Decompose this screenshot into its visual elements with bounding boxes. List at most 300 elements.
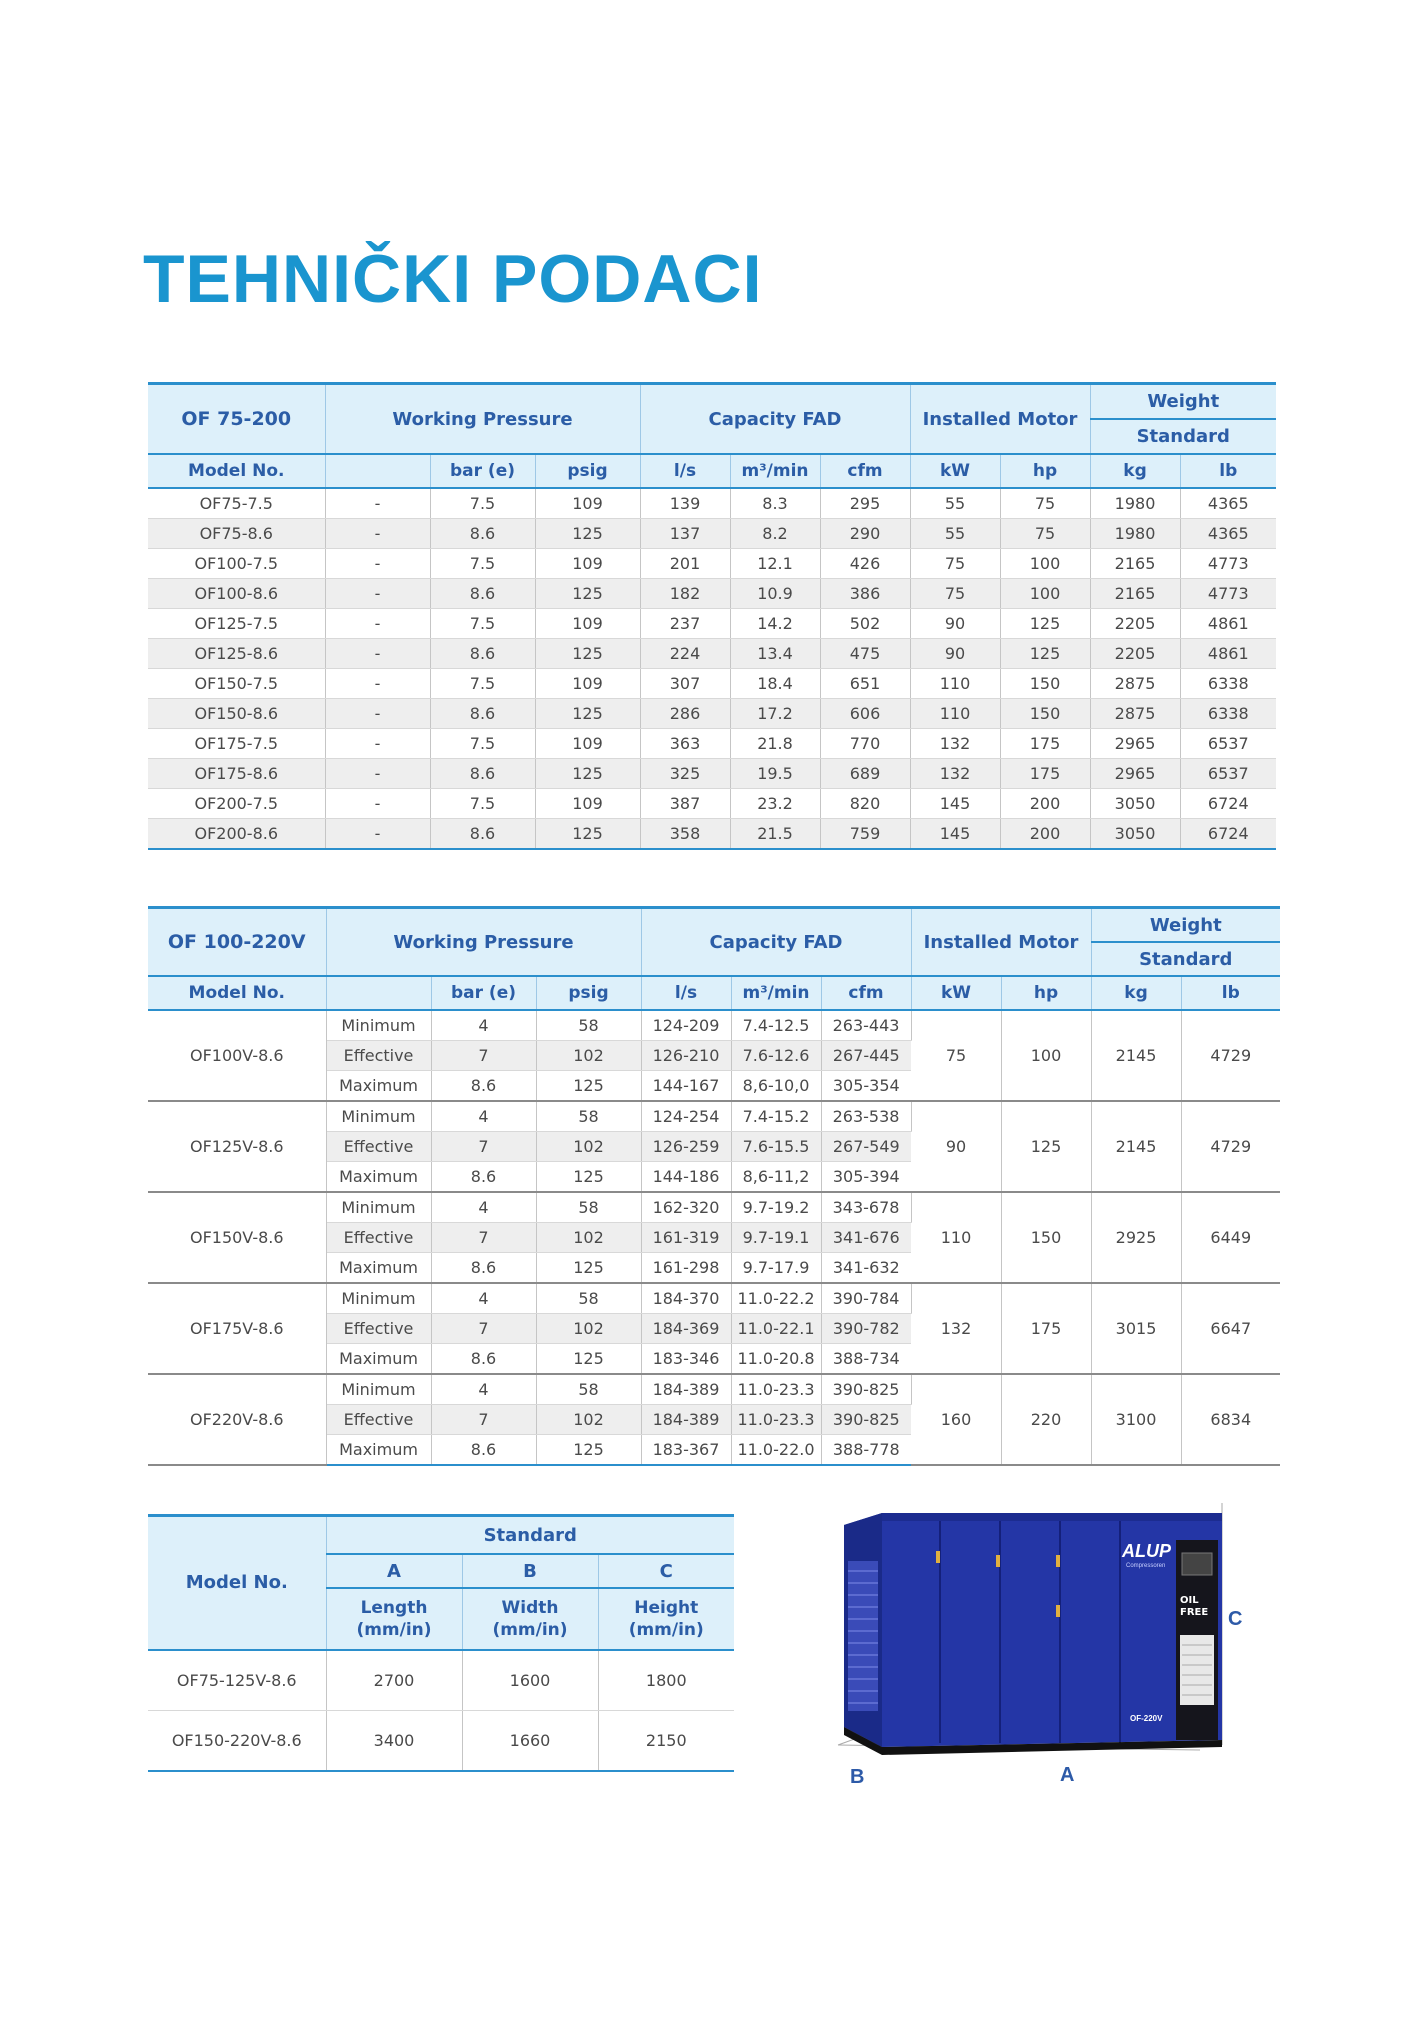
table-cell: 8,6-11,2 (731, 1162, 821, 1193)
table-cell: 109 (535, 488, 640, 519)
table-cell: 9.7-19.2 (731, 1192, 821, 1223)
table-cell: 7.5 (430, 609, 535, 639)
table-cell: 183-346 (641, 1344, 731, 1375)
table-row (148, 789, 1276, 819)
table-cell: 220 (1001, 1374, 1091, 1465)
weight-standard-header: Standard (1091, 942, 1280, 976)
table-cell: 7 (431, 1223, 536, 1253)
table-cell: Minimum (326, 1374, 431, 1405)
table-cell: Maximum (326, 1435, 431, 1466)
installed-motor-header: Installed Motor (910, 384, 1090, 455)
table-cell: 102 (536, 1041, 641, 1071)
table-cell: 770 (820, 729, 910, 759)
table-cell: 184-370 (641, 1283, 731, 1314)
table-cell: OF125-7.5 (148, 609, 325, 639)
table-cell: 651 (820, 669, 910, 699)
table-cell: 125 (535, 639, 640, 669)
column-header: bar (e) (431, 976, 536, 1010)
table-cell: 184-389 (641, 1374, 731, 1405)
table-cell: 358 (640, 819, 730, 850)
model-cell: OF125V-8.6 (148, 1101, 326, 1192)
table-cell: 110 (911, 1192, 1001, 1283)
table-cell: 161-319 (641, 1223, 731, 1253)
installed-motor-header: Installed Motor (911, 908, 1091, 977)
table-cell: 58 (536, 1374, 641, 1405)
table-cell: 502 (820, 609, 910, 639)
table-cell: 150 (1000, 699, 1090, 729)
table-row (148, 819, 1276, 850)
table-cell: 820 (820, 789, 910, 819)
table-cell: 75 (1000, 488, 1090, 519)
table-cell: 100 (1000, 579, 1090, 609)
table-cell: 184-369 (641, 1314, 731, 1344)
table-row (148, 1374, 1280, 1405)
table-cell: 102 (536, 1314, 641, 1344)
table-cell: 75 (911, 1010, 1001, 1101)
table-cell: 11.0-20.8 (731, 1344, 821, 1375)
table-cell: OF100-8.6 (148, 579, 325, 609)
table-cell: 4 (431, 1192, 536, 1223)
table-cell: 110 (910, 699, 1000, 729)
table-cell: - (325, 609, 430, 639)
table-cell: 6338 (1180, 699, 1276, 729)
table-cell: 2875 (1090, 669, 1180, 699)
dimensions-table (148, 1514, 734, 1772)
table-cell: - (325, 759, 430, 789)
table-cell: 4365 (1180, 488, 1276, 519)
table-cell: 144-167 (641, 1071, 731, 1102)
table-cell: 390-825 (821, 1374, 911, 1405)
table-cell: 9.7-19.1 (731, 1223, 821, 1253)
table-cell: 2145 (1091, 1010, 1181, 1101)
table-cell: 4 (431, 1283, 536, 1314)
table-cell: 387 (640, 789, 730, 819)
table-cell: 6537 (1180, 759, 1276, 789)
table-cell: 125 (536, 1253, 641, 1284)
table-cell: 6537 (1180, 729, 1276, 759)
page-title: TEHNIČKI PODACI (143, 241, 763, 317)
table-cell: 109 (535, 729, 640, 759)
table-cell: 2965 (1090, 759, 1180, 789)
column-header: m³/min (730, 454, 820, 488)
column-header: Model No. (148, 976, 326, 1010)
table-cell: 4729 (1181, 1101, 1280, 1192)
table-row (148, 729, 1276, 759)
oil-free-badge-line1: OIL (1180, 1595, 1199, 1606)
table-cell: 126-210 (641, 1041, 731, 1071)
table-row (148, 549, 1276, 579)
table-cell: 1980 (1090, 488, 1180, 519)
table-cell: 1800 (598, 1650, 734, 1711)
table-cell: 109 (535, 789, 640, 819)
brand-subtitle: Compressoren (1126, 1563, 1166, 1569)
table-cell: 125 (536, 1071, 641, 1102)
table-cell: 290 (820, 519, 910, 549)
table-cell: 363 (640, 729, 730, 759)
table-cell: 102 (536, 1405, 641, 1435)
table-cell: 6449 (1181, 1192, 1280, 1283)
table-cell: 145 (910, 789, 1000, 819)
table-cell: Maximum (326, 1162, 431, 1193)
column-header: psig (536, 976, 641, 1010)
table-cell: 4 (431, 1101, 536, 1132)
table-cell: OF200-8.6 (148, 819, 325, 850)
table-cell: 237 (640, 609, 730, 639)
table-cell: 3050 (1090, 819, 1180, 850)
table-cell: 109 (535, 669, 640, 699)
table-cell: 18.4 (730, 669, 820, 699)
table-cell: 200 (1000, 789, 1090, 819)
column-header: l/s (641, 976, 731, 1010)
table-cell: 58 (536, 1010, 641, 1041)
table-cell: 2700 (326, 1650, 462, 1711)
table-row (148, 1010, 1280, 1041)
table-cell: 139 (640, 488, 730, 519)
column-header (325, 454, 430, 488)
table-row (148, 1192, 1280, 1223)
column-header: lb (1181, 976, 1280, 1010)
table-cell: 125 (536, 1344, 641, 1375)
table-cell: Effective (326, 1314, 431, 1344)
table-cell: 75 (910, 549, 1000, 579)
dimension-letter-header: C (598, 1554, 734, 1588)
table-cell: 7.5 (430, 669, 535, 699)
table-row (148, 609, 1276, 639)
table-cell: 58 (536, 1283, 641, 1314)
table-cell: 55 (910, 519, 1000, 549)
table-cell: 175 (1000, 759, 1090, 789)
table-cell: 11.0-23.3 (731, 1405, 821, 1435)
column-header: cfm (821, 976, 911, 1010)
table-cell: 125 (1000, 609, 1090, 639)
model-cell: OF100V-8.6 (148, 1010, 326, 1101)
table-cell: OF150-220V-8.6 (148, 1711, 326, 1772)
table-cell: 7.5 (430, 729, 535, 759)
table-row (148, 639, 1276, 669)
table-cell: 90 (910, 609, 1000, 639)
table-cell: 2165 (1090, 549, 1180, 579)
table-cell: 305-394 (821, 1162, 911, 1193)
table-cell: 7 (431, 1041, 536, 1071)
table-row (148, 1650, 734, 1711)
table-cell: 1660 (462, 1711, 598, 1772)
table-cell: 7.5 (430, 789, 535, 819)
table-cell: 100 (1001, 1010, 1091, 1101)
column-header: l/s (640, 454, 730, 488)
oil-free-badge-line2: FREE (1180, 1607, 1209, 1618)
spec-table-of75-200 (148, 382, 1276, 850)
table-cell: 2145 (1091, 1101, 1181, 1192)
model-cell: OF220V-8.6 (148, 1374, 326, 1465)
table-cell: 132 (910, 729, 1000, 759)
table-cell: 390-825 (821, 1405, 911, 1435)
working-pressure-header: Working Pressure (325, 384, 640, 455)
table-cell: Effective (326, 1405, 431, 1435)
table-cell: 4 (431, 1010, 536, 1041)
table-cell: 2965 (1090, 729, 1180, 759)
table-cell: 7.6-15.5 (731, 1132, 821, 1162)
table-cell: 3400 (326, 1711, 462, 1772)
dimension-header: Length (mm/in) (326, 1588, 462, 1650)
table-cell: 3050 (1090, 789, 1180, 819)
table-cell: 8.6 (430, 579, 535, 609)
capacity-header: Capacity FAD (640, 384, 910, 455)
table-cell: 201 (640, 549, 730, 579)
table-cell: OF175-7.5 (148, 729, 325, 759)
table-cell: - (325, 579, 430, 609)
table-cell: OF175-8.6 (148, 759, 325, 789)
weight-header: Weight (1091, 908, 1280, 943)
table-cell: 7 (431, 1132, 536, 1162)
dimension-header: Height (mm/in) (598, 1588, 734, 1650)
table-cell: 6724 (1180, 789, 1276, 819)
table-cell: 3100 (1091, 1374, 1181, 1465)
table-cell: 14.2 (730, 609, 820, 639)
table-cell: 2150 (598, 1711, 734, 1772)
table-cell: 2205 (1090, 639, 1180, 669)
table-cell: 8.6 (430, 519, 535, 549)
brand-logo: ALUP (1122, 1541, 1171, 1561)
table-cell: 125 (1000, 639, 1090, 669)
table-cell: 132 (911, 1283, 1001, 1374)
table-title: OF 100-220V (148, 908, 326, 977)
table-cell: - (325, 488, 430, 519)
column-header: kW (910, 454, 1000, 488)
table-cell: 160 (911, 1374, 1001, 1465)
table-cell: 8.6 (431, 1344, 536, 1375)
table-cell: 55 (910, 488, 1000, 519)
table-cell: Minimum (326, 1192, 431, 1223)
table-cell: 90 (910, 639, 1000, 669)
table-cell: 2205 (1090, 609, 1180, 639)
table-cell: 58 (536, 1192, 641, 1223)
table-cell: 11.0-22.0 (731, 1435, 821, 1466)
table-cell: 8.6 (430, 699, 535, 729)
table-cell: Maximum (326, 1344, 431, 1375)
table-cell: 17.2 (730, 699, 820, 729)
table-cell: 162-320 (641, 1192, 731, 1223)
table-cell: 388-734 (821, 1344, 911, 1375)
table-cell: 125 (535, 519, 640, 549)
table-cell: 426 (820, 549, 910, 579)
working-pressure-header: Working Pressure (326, 908, 641, 977)
table-cell: 341-632 (821, 1253, 911, 1284)
table-cell: 11.0-22.2 (731, 1283, 821, 1314)
weight-standard-header: Standard (1090, 419, 1276, 454)
capacity-header: Capacity FAD (641, 908, 911, 977)
table-cell: 11.0-23.3 (731, 1374, 821, 1405)
table-cell: 175 (1000, 729, 1090, 759)
column-header: cfm (820, 454, 910, 488)
table-cell: 124-254 (641, 1101, 731, 1132)
table-cell: 267-549 (821, 1132, 911, 1162)
column-header: bar (e) (430, 454, 535, 488)
table-cell: Effective (326, 1132, 431, 1162)
table-cell: - (325, 549, 430, 579)
table-cell: 125 (535, 699, 640, 729)
table-cell: 8.6 (430, 819, 535, 850)
dimension-letter-header: A (326, 1554, 462, 1588)
table-cell: 689 (820, 759, 910, 789)
table-cell: Effective (326, 1041, 431, 1071)
table-cell: 11.0-22.1 (731, 1314, 821, 1344)
table-cell: 2875 (1090, 699, 1180, 729)
table-cell: 126-259 (641, 1132, 731, 1162)
table-cell: 13.4 (730, 639, 820, 669)
table-cell: Effective (326, 1223, 431, 1253)
table-cell: 161-298 (641, 1253, 731, 1284)
table-cell: 390-784 (821, 1283, 911, 1314)
table-cell: Maximum (326, 1253, 431, 1284)
table-cell: 8.6 (430, 759, 535, 789)
table-cell: 145 (910, 819, 1000, 850)
table-cell: 124-209 (641, 1010, 731, 1041)
table-cell: 263-538 (821, 1101, 911, 1132)
table-cell: Minimum (326, 1283, 431, 1314)
table-cell: 23.2 (730, 789, 820, 819)
table-cell: Maximum (326, 1071, 431, 1102)
table-cell: 224 (640, 639, 730, 669)
table-cell: 341-676 (821, 1223, 911, 1253)
column-header: lb (1180, 454, 1276, 488)
table-cell: 132 (910, 759, 1000, 789)
table-cell: - (325, 819, 430, 850)
table-cell: 9.7-17.9 (731, 1253, 821, 1284)
table-cell: 109 (535, 549, 640, 579)
table-cell: 6647 (1181, 1283, 1280, 1374)
table-cell: 8.6 (431, 1435, 536, 1466)
table-row (148, 1711, 734, 1772)
standard-header: Standard (326, 1516, 734, 1555)
column-header (326, 976, 431, 1010)
table-cell: 1980 (1090, 519, 1180, 549)
table-cell: 307 (640, 669, 730, 699)
table-cell: 109 (535, 609, 640, 639)
table-cell: OF150-8.6 (148, 699, 325, 729)
table-cell: 150 (1000, 669, 1090, 699)
table-cell: 8.6 (430, 639, 535, 669)
table-cell: 8,6-10,0 (731, 1071, 821, 1102)
table-cell: OF100-7.5 (148, 549, 325, 579)
table-cell: 125 (536, 1435, 641, 1466)
column-header: Model No. (148, 454, 325, 488)
table-cell: 4861 (1180, 609, 1276, 639)
table-cell: 267-445 (821, 1041, 911, 1071)
table-cell: 388-778 (821, 1435, 911, 1466)
dimension-label-c: C (1228, 1608, 1243, 1630)
table-cell: 7.4-15.2 (731, 1101, 821, 1132)
table-cell: 102 (536, 1223, 641, 1253)
table-cell: 175 (1001, 1283, 1091, 1374)
table-row (148, 519, 1276, 549)
spec-table-of100-220v (148, 906, 1280, 1466)
table-cell: 343-678 (821, 1192, 911, 1223)
table-cell: 7.5 (430, 488, 535, 519)
table-cell: 263-443 (821, 1010, 911, 1041)
table-cell: OF200-7.5 (148, 789, 325, 819)
table-cell: 90 (911, 1101, 1001, 1192)
table-cell: 19.5 (730, 759, 820, 789)
table-cell: 7.6-12.6 (731, 1041, 821, 1071)
dimension-header: Width (mm/in) (462, 1588, 598, 1650)
table-cell: 286 (640, 699, 730, 729)
table-cell: 386 (820, 579, 910, 609)
table-cell: 125 (536, 1162, 641, 1193)
table-cell: 305-354 (821, 1071, 911, 1102)
column-header: psig (535, 454, 640, 488)
table-cell: 7 (431, 1314, 536, 1344)
table-cell: OF75-8.6 (148, 519, 325, 549)
table-cell: 7 (431, 1405, 536, 1435)
column-header: kW (911, 976, 1001, 1010)
column-header: kg (1090, 454, 1180, 488)
table-cell: - (325, 789, 430, 819)
dimension-label-a: A (1060, 1764, 1075, 1786)
table-cell: Minimum (326, 1010, 431, 1041)
table-cell: - (325, 519, 430, 549)
table-cell: 110 (910, 669, 1000, 699)
table-cell: 325 (640, 759, 730, 789)
table-cell: 4861 (1180, 639, 1276, 669)
table-cell: 183-367 (641, 1435, 731, 1466)
table-cell: Minimum (326, 1101, 431, 1132)
table-cell: 184-389 (641, 1405, 731, 1435)
table-cell: 6724 (1180, 819, 1276, 850)
table-row (148, 1101, 1280, 1132)
table-cell: 1600 (462, 1650, 598, 1711)
table-cell: 137 (640, 519, 730, 549)
table-cell: 100 (1000, 549, 1090, 579)
table-cell: - (325, 639, 430, 669)
dimension-label-b: B (850, 1766, 865, 1788)
table-cell: 182 (640, 579, 730, 609)
table-cell: 125 (535, 819, 640, 850)
table-cell: OF75-7.5 (148, 488, 325, 519)
table-cell: 606 (820, 699, 910, 729)
table-cell: OF125-8.6 (148, 639, 325, 669)
table-cell: 7.5 (430, 549, 535, 579)
column-header: kg (1091, 976, 1181, 1010)
table-cell: 144-186 (641, 1162, 731, 1193)
table-cell: 8.6 (431, 1071, 536, 1102)
table-row (148, 669, 1276, 699)
weight-header: Weight (1090, 384, 1276, 420)
table-row (148, 488, 1276, 519)
model-plate: OF-220V (1130, 1714, 1163, 1723)
table-row (148, 1283, 1280, 1314)
table-cell: - (325, 729, 430, 759)
table-cell: 4773 (1180, 579, 1276, 609)
table-cell: 4 (431, 1374, 536, 1405)
table-cell: 75 (910, 579, 1000, 609)
table-cell: 58 (536, 1101, 641, 1132)
table-cell: 2925 (1091, 1192, 1181, 1283)
table-cell: 4773 (1180, 549, 1276, 579)
table-cell: - (325, 669, 430, 699)
table-cell: 125 (1001, 1101, 1091, 1192)
compressor-illustration (830, 1495, 1243, 1788)
model-no-header: Model No. (148, 1516, 326, 1651)
table-cell: 12.1 (730, 549, 820, 579)
table-cell: 10.9 (730, 579, 820, 609)
table-cell: 200 (1000, 819, 1090, 850)
table-cell: 6834 (1181, 1374, 1280, 1465)
table-cell: 125 (535, 579, 640, 609)
table-cell: 7.4-12.5 (731, 1010, 821, 1041)
table-row (148, 579, 1276, 609)
table-cell: 21.5 (730, 819, 820, 850)
table-cell: 4729 (1181, 1010, 1280, 1101)
